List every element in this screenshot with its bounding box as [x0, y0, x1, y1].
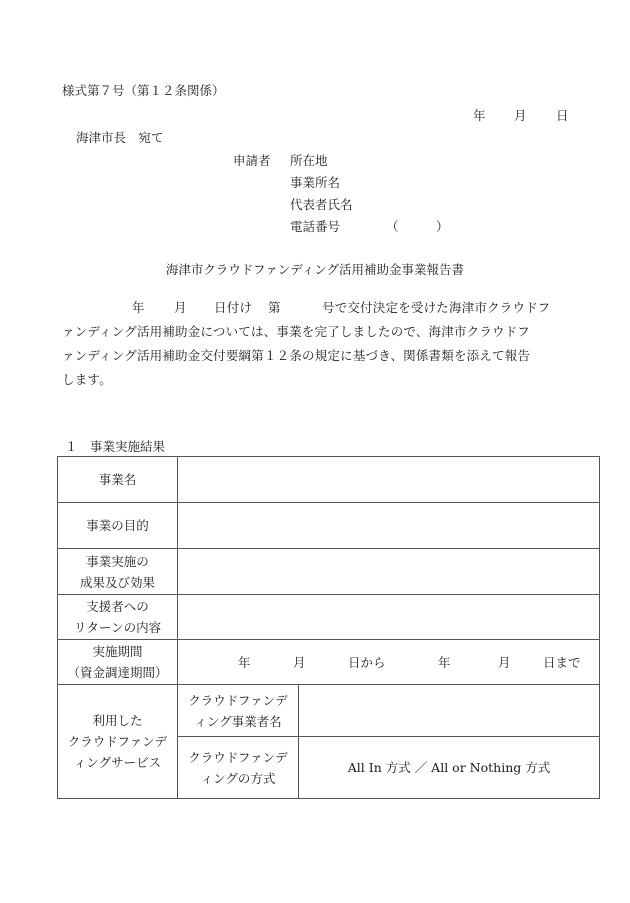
row-results: [58, 549, 600, 595]
body-year: 年: [132, 300, 145, 315]
service-label-line-1: 利用した: [92, 713, 143, 728]
period-year-to: 年: [438, 654, 451, 670]
service-label-cell: [58, 685, 178, 799]
results-label-line-1: 事業実施の: [86, 553, 149, 569]
operator-label-cell: [178, 685, 299, 737]
period-label-line-1: 実施期間: [92, 644, 143, 659]
period-label-line-2: （資金調達期間）: [67, 665, 168, 680]
address-label: 所在地: [290, 153, 328, 168]
body-line-2: ァンディング活用補助金については、事業を完了しましたので、海津市クラウドフ: [62, 324, 530, 339]
purpose-value[interactable]: [178, 503, 600, 549]
results-label-line-2: 成果及び効果: [79, 574, 155, 590]
return-value[interactable]: [178, 595, 600, 640]
addressee: 海津市長 宛て: [76, 130, 164, 145]
body-month: 月: [174, 300, 187, 315]
service-label-line-3: ィングサービス: [73, 755, 162, 770]
period-label-cell: [58, 640, 178, 685]
operator-label-line-2: ィング事業者名: [194, 713, 282, 729]
date-month: 月: [514, 108, 527, 123]
representative-label: 代表者氏名: [290, 197, 353, 212]
operator-label-line-1: クラウドファンデ: [188, 692, 288, 708]
method-label-cell: [178, 737, 299, 799]
row-purpose: [58, 503, 600, 549]
service-label-line-2: クラウドファンデ: [67, 734, 168, 749]
period-month-from: 月: [293, 654, 306, 670]
body-line-1-text: 号で交付決定を受けた海津市クラウドフ: [322, 300, 551, 315]
return-label-line-1: 支援者への: [86, 599, 149, 614]
date-day: 日: [556, 108, 569, 123]
phone-label: 電話番号: [290, 219, 341, 234]
body-line-4: します。: [62, 372, 112, 387]
period-month-to: 月: [498, 654, 511, 670]
phone-parentheses: （ ）: [386, 219, 449, 234]
row-period: [58, 640, 600, 685]
results-value[interactable]: [178, 549, 600, 595]
period-value[interactable]: [178, 640, 600, 685]
return-label-line-2: リターンの内容: [73, 620, 162, 635]
body-number-prefix: 第: [268, 300, 281, 315]
body-dated: 日付け: [214, 300, 253, 315]
body-paragraph: [62, 296, 574, 392]
business-name-value[interactable]: [178, 457, 600, 503]
applicant-label: 申請者: [233, 153, 271, 168]
period-day-from: 日から: [348, 654, 386, 670]
row-return: [58, 595, 600, 640]
results-label-cell: [58, 549, 178, 595]
row-business-name: [58, 457, 600, 503]
period-day-to: 日まで: [543, 654, 581, 670]
body-line-3: ァンディング活用補助金交付要綱第１２条の規定に基づき、関係書類を添えて報告: [62, 348, 531, 363]
document-title: 海津市クラウドファンディング活用補助金事業報告書: [165, 262, 465, 277]
body-line-1: [62, 296, 574, 320]
date-year: 年: [473, 108, 486, 123]
business-name-label-cell: 事業名: [58, 457, 178, 503]
results-table: [57, 456, 600, 799]
period-year-from: 年: [238, 654, 251, 670]
row-service-operator: [58, 685, 600, 737]
method-label-line-2: ィングの方式: [200, 770, 276, 786]
form-number: 様式第７号（第１２条関係）: [62, 83, 225, 98]
operator-value[interactable]: [299, 685, 600, 737]
method-value[interactable]: All In 方式 ／ All or Nothing 方式: [299, 737, 600, 799]
section-1-heading: １ 事業実施結果: [65, 439, 166, 454]
business-name-label: 事業所名: [290, 175, 341, 190]
purpose-label-cell: 事業の目的: [58, 503, 178, 549]
method-label-line-1: クラウドファンデ: [188, 749, 288, 765]
period-value-line: [188, 652, 589, 673]
return-label-cell: [58, 595, 178, 640]
